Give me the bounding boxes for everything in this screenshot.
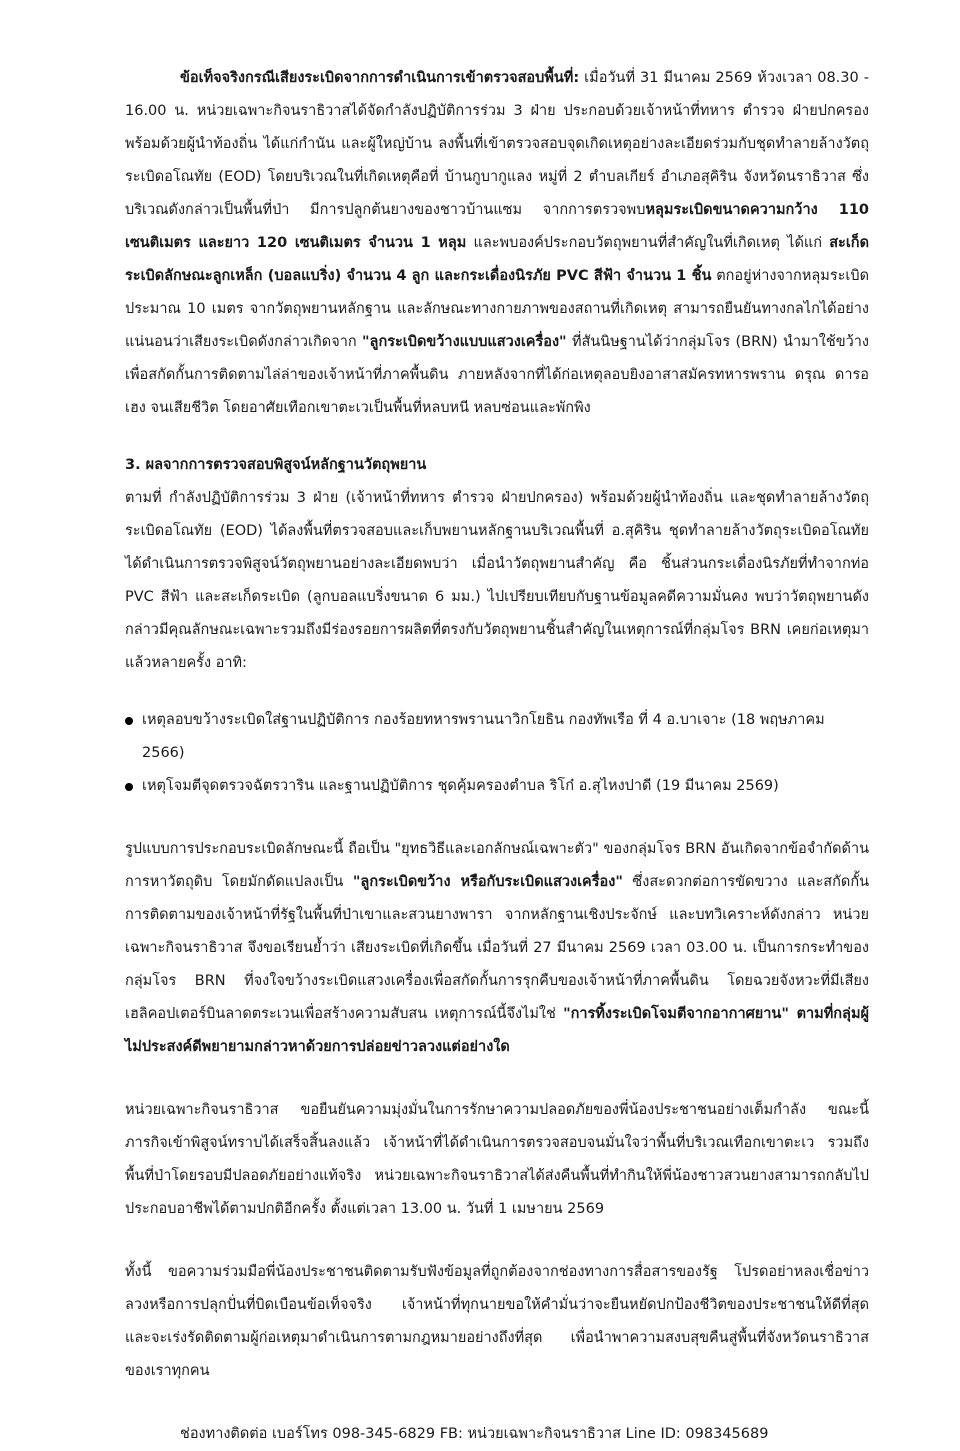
section-3-body: ตามที่ กำลังปฏิบัติการร่วม 3 ฝ่าย (เจ้าหน้าที่ทหาร ตำรวจ ฝ่ายปกครอง) พร้อมด้วยผู้นำท้องถิ่น และชุดทำลายล้างวัตถุระเบิดอโณทัย (EOD) ได้ลงพื้นที่ตรวจสอบและเก็บพยานหลักฐานบริเวณพื้นที่ อ.สุคิริน ชุดทำลายล้างวัตถุระเบิดอโณทัยได้ดำเนินการตรวจพิสูจน์วัตถุพยานอย่างละเอียดพบว่า เมื่อนำวัตถุพยานสำคัญ คือ ชิ้นส่วนกระเดื่องนิรภัยที่ทำจากท่อ PVC สีฟ้า และสะเก็ดระเบิด (ลูกบอลแบริ่งขนาด 6 มม.) ไปเปรียบเทียบกับฐานข้อมูลคดีความมั่นคง พบว่าวัตถุพยานดังกล่าวมีคุณลักษณะเฉพาะรวมถึงมีร่องรอยการผลิตที่ตรงกับวัตถุพยานชิ้นสำคัญในเหตุการณ์ที่กลุ่มโจร BRN เคยก่อเหตุมาแล้วหลายครั้ง อาทิ: <box>125 490 869 671</box>
section-3-heading: 3. ผลจากการตรวจสอบพิสูจน์หลักฐานวัตถุพยาน <box>125 457 427 473</box>
spacer <box>125 680 869 704</box>
intro-bomb-type: "ลูกระเบิดขว้างแบบแสวงเครื่อง" <box>362 334 567 350</box>
intro-text-5: ตกอยู่ห่างจากหลุมระเบิดประมาณ 10 เมตร จากวัตถุพยานหลักฐาน และลักษณะทางกายภาพของสถานที่เกิดเหตุ สามารถยืนยันทางกลไกได้อย่างแน่นอนว่าเสียงระเบิดดังกล่าวเกิดจาก <box>125 268 869 350</box>
intro-text-3: และพบองค์ประกอบวัตถุพยานที่สำคัญในที่เกิดเหตุ ได้แก่ <box>466 235 830 251</box>
spacer <box>125 1388 869 1418</box>
spacer <box>125 1226 869 1256</box>
list-item <box>125 704 869 770</box>
document-page <box>125 62 869 1451</box>
list-item-text: เหตุโจมตีจุดตรวจฉัตรวาริน และฐานปฏิบัติการ ชุดคุ้มครองตำบล ริโก๋ อ.สุไหงปาดี (19 มีนาคม 2569) <box>142 778 779 794</box>
pattern-paragraph <box>125 833 869 1064</box>
spacer <box>125 425 869 449</box>
intro-text-1: เมื่อวันที่ 31 มีนาคม 2569 ห้วงเวลา 08.30 - 16.00 น. หน่วยเฉพาะกิจนราธิวาสได้จัดกำลังปฏิบัติการร่วม 3 ฝ่าย ประกอบด้วยเจ้าหน้าที่ทหาร ตำรวจ ฝ่ายปกครอง พร้อมด้วยผู้นำท้องถิ่น ได้แก่กำนัน และผู้ใหญ่บ้าน ลงพื้นที่เข้าตรวจสอบจุดเกิดเหตุอย่างละเอียดร่วมกับชุดทำลายล้างวัตถุระเบิดอโณทัย (EOD) โดยบริเวณในที่เกิดเหตุคือที่ บ้านกูบากูแลง หมู่ที่ 2 ตำบลเกียร์ อำเภอสุคิริน จังหวัดนราธิวาส ซึ่งบริเวณดังกล่าวเป็นพื้นที่ป่า มีการปลูกต้นยางของชาวบ้านแซม จากการตรวจพบ <box>125 70 869 218</box>
spacer <box>125 803 869 833</box>
intro-crater-size: หลุมระเบิดขนาดความกว้าง 110 เซนติเมตร และยาว 120 เซนติเมตร จำนวน 1 หลุม <box>125 202 869 251</box>
intro-paragraph <box>125 62 869 425</box>
confirm-paragraph: หน่วยเฉพาะกิจนราธิวาส ขอยืนยันความมุ่งมั่นในการรักษาความปลอดภัยของพี่น้องประชาชนอย่างเต็มกำลัง ขณะนี้ภารกิจเข้าพิสูจน์ทราบได้เสร็จสิ้นลงแล้ว เจ้าหน้าที่ได้ดำเนินการตรวจสอบจนมั่นใจว่าพื้นที่บริเวณเทือกเขาตะเว รวมถึงพื้นที่ป่าโดยรอบมีปลอดภัยอย่างแท้จริง หน่วยเฉพาะกิจนราธิวาสได้ส่งคืนพื้นที่ทำกินให้พี่น้องชาวสวนยางสามารถกลับไปประกอบอาชีพได้ตามปกติอีกครั้ง ตั้งแต่เวลา 13.00 น. วันที่ 1 เมษายน 2569 <box>125 1102 869 1217</box>
contact-line: ช่องทางติดต่อ เบอร์โทร 098-345-6829 FB: หน่วยเฉพาะกิจนราธิวาส Line ID: 098345689 <box>180 1426 769 1442</box>
pattern-denial: "การทิ้งระเบิดโจมตีจากอากาศยาน" ตามที่กลุ่มผู้ไม่ประสงค์ดีพยายามกล่าวหาด้วยการปล่อยข่าวลวงแต่อย่างใด <box>125 1006 869 1055</box>
intro-lead-heading: ข้อเท็จจริงกรณีเสียงระเบิดจากการดำเนินการเข้าตรวจสอบพื้นที่: <box>180 70 580 86</box>
list-item-text: เหตุลอบขว้างระเบิดใส่ฐานปฏิบัติการ กองร้อยทหารพรานนาวิกโยธิน กองทัพเรือ ที่ 4 อ.บาเจาะ (18 พฤษภาคม 2566) <box>142 712 825 761</box>
pattern-text-1: รูปแบบการประกอบระเบิดลักษณะนี้ ถือเป็น "ยุทธวิธีและเอกลักษณ์เฉพาะตัว" ของกลุ่มโจร BRN อันเกิดจากข้อจำกัดด้านการหาวัตถุดิบ โดยมักดัดแปลงเป็น <box>125 841 869 890</box>
bullet-icon <box>125 717 133 725</box>
list-item <box>125 770 869 803</box>
bullet-icon <box>125 783 133 791</box>
intro-text-7: ที่สันนิษฐานได้ว่ากลุ่มโจร (BRN) นำมาใช้ขว้างเพื่อสกัดกั้นการติดตามไล่ล่าของเจ้าหน้าที่ภาคพื้นดิน ภายหลังจากที่ได้ก่อเหตุลอบยิงอาสาสมัครทหารพราน ดรุณ ดารอเฮง จนเสียชีวิต โดยอาศัยเทือกเขาตะเวเป็นพื้นที่หลบหนี หลบซ่อนและพักพิง <box>125 334 869 416</box>
closing-paragraph: ทั้งนี้ ขอความร่วมมือพี่น้องประชาชนติดตามรับฟังข้อมูลที่ถูกต้องจากช่องทางการสื่อสารของรัฐ โปรดอย่าหลงเชื่อข่าวลวงหรือการปลุกปั่นที่บิดเบือนข้อเท็จจริง เจ้าหน้าที่ทุกนายขอให้คำมั่นว่าจะยืนหยัดปกป้องชีวิตของประชาชนให้ดีที่สุด และจะเร่งรัดติดตามผู้ก่อเหตุมาดำเนินการตามกฎหมายอย่างถึงที่สุด เพื่อนำพาความสงบสุขคืนสู่พื้นที่จังหวัดนราธิวาสของเราทุกคน <box>125 1264 869 1379</box>
pattern-device-type: "ลูกระเบิดขว้าง หรือกับระเบิดแสวงเครื่อง" <box>352 874 623 890</box>
spacer <box>125 1064 869 1094</box>
intro-evidence-items: สะเก็ดระเบิดลักษณะลูกเหล็ก (บอลแบริ่ง) จำนวน 4 ลูก และกระเดื่องนิรภัย PVC สีฟ้า จำนวน 1 ชิ้น <box>125 235 869 284</box>
incident-list <box>125 704 869 803</box>
pattern-text-3: ซึ่งสะดวกต่อการขัดขวาง และสกัดกั้นการติดตามของเจ้าหน้าที่รัฐในพื้นที่ป่าเขาและสวนยางพารา จากหลักฐานเชิงประจักษ์ และบทวิเคราะห์ดังกล่าว หน่วยเฉพาะกิจนราธิวาส จึงขอเรียนย้ำว่า เสียงระเบิดที่เกิดขึ้น เมื่อวันที่ 27 มีนาคม 2569 เวลา 03.00 น. เป็นการกระทำของกลุ่มโจร BRN ที่จงใจขว้างระเบิดแสวงเครื่องเพื่อสกัดกั้นการรุกคืบของเจ้าหน้าที่ภาคพื้นดิน โดยฉวยจังหวะที่มีเสียงเฮลิคอปเตอร์บินลาดตระเวนเพื่อสร้างความสับสน เหตุการณ์นี้จึงไม่ใช่ <box>125 874 870 1022</box>
